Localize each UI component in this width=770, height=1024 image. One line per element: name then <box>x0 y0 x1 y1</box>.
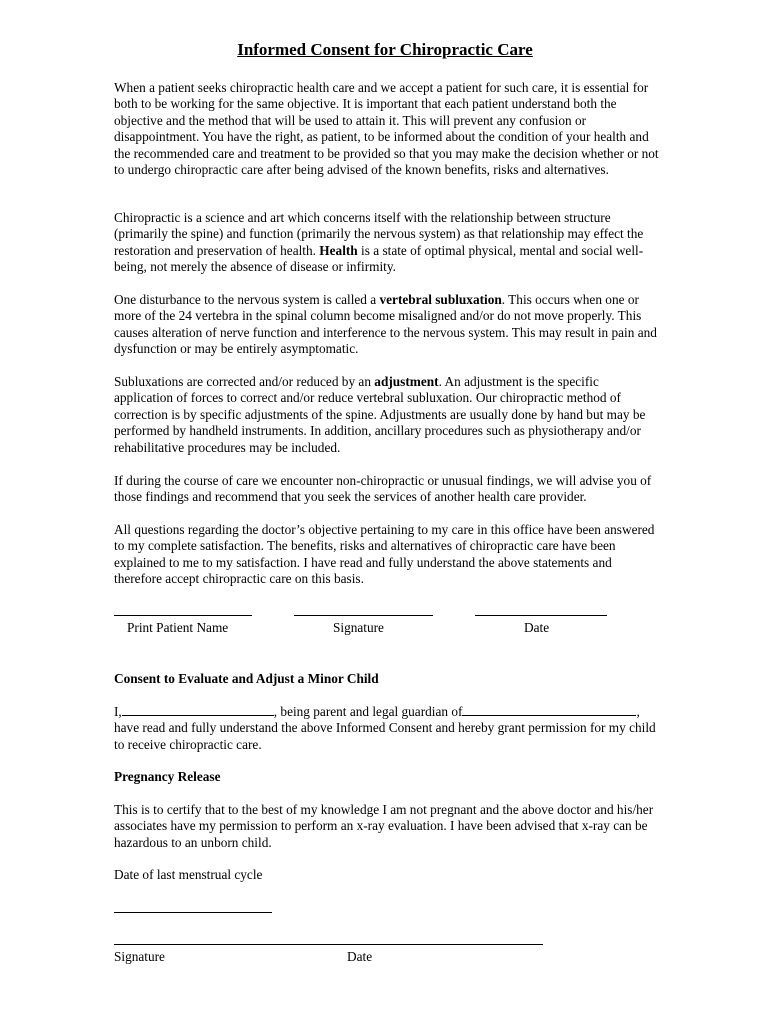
acceptance-text: All questions regarding the doctor’s objective pertaining to my care in this office have been answered to my complete satisfaction. The benefits, risks and alternatives of chiropractic care have been explained to me to my satisfaction. I have read and fully understand the above statements and therefore accept chiropractic care on this basis. <box>114 522 655 587</box>
subluxation-text <box>114 292 660 358</box>
lmp-date-line[interactable] <box>114 912 272 913</box>
pregnancy-release-paragraph <box>114 802 660 851</box>
subluxation-text-a: One disturbance to the nervous system is called a <box>114 292 380 307</box>
date-line[interactable] <box>475 615 607 616</box>
child-name-blank[interactable] <box>462 704 636 716</box>
subluxation-text-b: . This occurs when one or more of the 24 vertebra in the spinal column become misaligned and/or do not move properly. This causes alteration of nerve function and interference to the nervous system. This may result in pain and dysfunction or may be entirely asymptomatic. <box>114 292 657 357</box>
signature-line[interactable] <box>294 615 433 616</box>
lmp-label: Date of last menstrual cycle <box>114 867 263 882</box>
minor-consent-paragraph <box>114 704 660 753</box>
guardian-name-blank[interactable] <box>122 704 274 716</box>
vertebral-subluxation-term: vertebral subluxation <box>379 292 502 307</box>
pregnancy-date-label: Date <box>347 949 373 964</box>
date-label: Date <box>524 620 550 635</box>
adjustment-paragraph <box>114 374 660 456</box>
definition-text-a: Chiropractic is a science and art which concerns itself with the relationship between structure (primarily the spine) and function (primarily the nervous system) as that relationship may effect the restoration and preservation of health. <box>114 210 644 258</box>
chiropractic-definition-paragraph <box>114 210 660 276</box>
chiropractic-definition-text <box>114 210 660 276</box>
pregnancy-release-heading: Pregnancy Release <box>114 769 221 784</box>
document-title: Informed Consent for Chiropractic Care <box>237 40 533 59</box>
intro-text: When a patient seeks chiropractic health care and we accept a patient for such care, it is essential for both to be working for the same objective. It is important that each patient understand both the objective and the method that will be used to attain it. This will prevent any confusion or disappointment. You have the right, as patient, to be informed about the condition of your health and the recommended care and treatment to be provided so that you may make the decision whether or not to undergo chiropractic care after being advised of the known benefits, risks and alternatives. <box>114 80 659 178</box>
findings-text: If during the course of care we encounter non-chiropractic or unusual findings, we will advise you of those findings and recommend that you seek the services of another health care provider. <box>114 473 652 505</box>
subluxation-paragraph <box>114 292 660 358</box>
print-name-label: Print Patient Name <box>127 620 229 635</box>
pregnancy-signature-line[interactable] <box>114 944 543 945</box>
adjustment-text-a: Subluxations are corrected and/or reduced by an <box>114 374 375 389</box>
minor-i-text: I, <box>114 704 122 719</box>
health-term: Health <box>319 242 358 258</box>
pregnancy-signature-label: Signature <box>114 949 165 964</box>
minor-rest-text: have read and fully understand the above Informed Consent and hereby grant permission for my child to receive chiropractic care. <box>114 720 656 752</box>
findings-paragraph <box>114 473 660 506</box>
signature-label: Signature <box>333 620 384 635</box>
adjustment-text <box>114 374 660 456</box>
adjustment-term: adjustment <box>374 374 439 389</box>
print-name-line[interactable] <box>114 615 252 616</box>
intro-paragraph <box>114 80 660 178</box>
minor-consent-text <box>114 704 660 753</box>
minor-comma: , <box>636 704 640 719</box>
pregnancy-release-text: This is to certify that to the best of my knowledge I am not pregnant and the above doctor and his/her associates have my permission to perform an x-ray evaluation. I have been advised that x-ray can be hazardous to an unborn child. <box>114 802 654 850</box>
adjustment-text-b: . An adjustment is the specific application of forces to correct and/or reduce vertebral subluxation. Our chiropractic method of correction is by specific adjustments of the spine. Adjustments are usually done by hand but may be performed by handheld instruments. In addition, ancillary procedures such as physiotherapy and/or rehabilitative procedures may be included. <box>114 374 646 455</box>
definition-text-b: is a state of optimal physical, mental and social well-being, not merely the absence of disease or infirmity. <box>114 242 644 275</box>
acceptance-paragraph <box>114 522 660 588</box>
minor-mid-text: , being parent and legal guardian of <box>273 704 463 719</box>
minor-consent-heading: Consent to Evaluate and Adjust a Minor Child <box>114 671 379 686</box>
